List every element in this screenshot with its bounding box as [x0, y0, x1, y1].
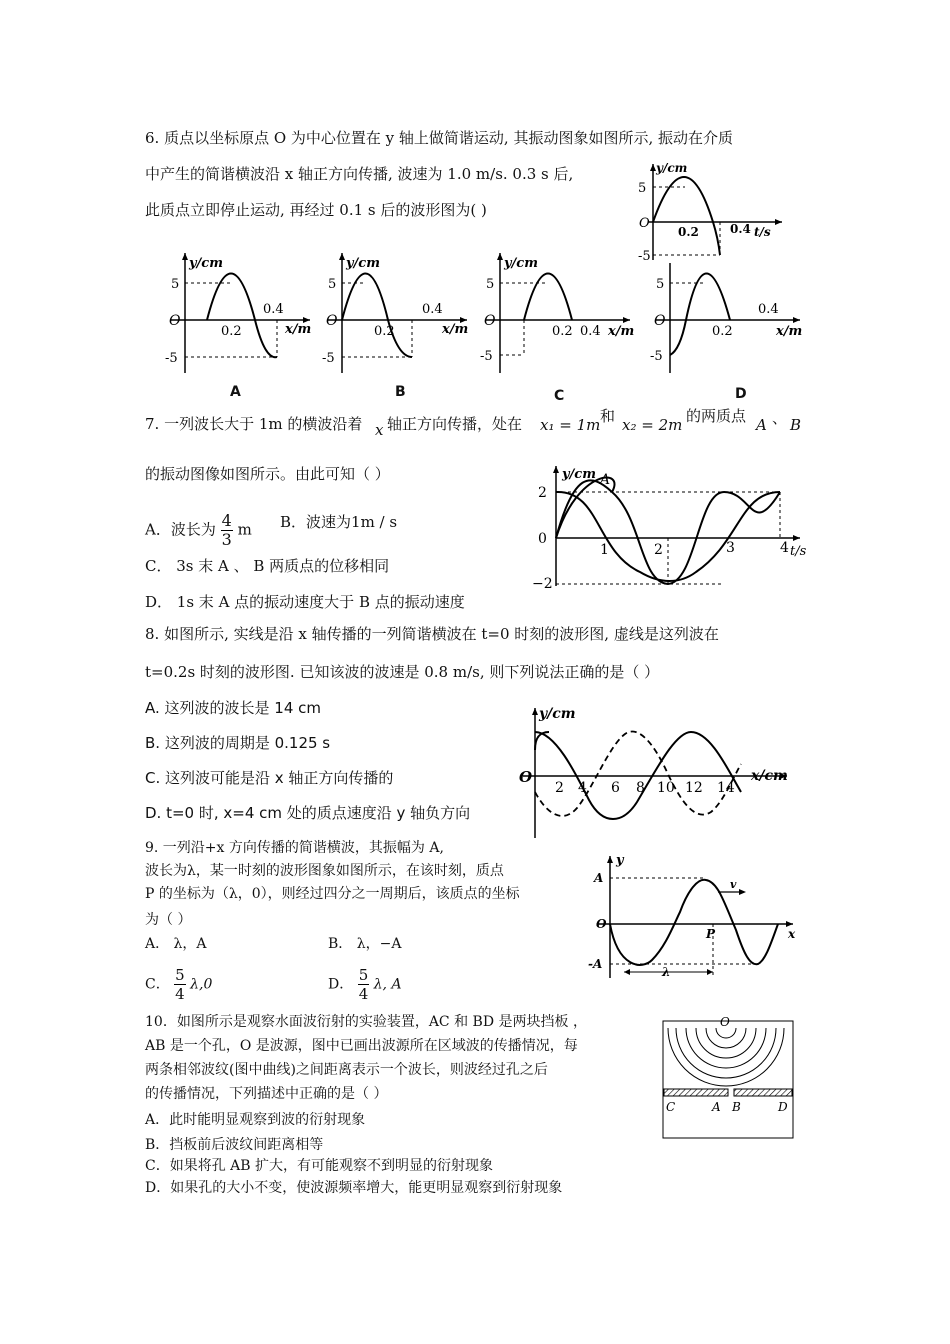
q9-graph-origin: O — [596, 917, 607, 931]
q8-graph-tick-2: 2 — [555, 780, 564, 796]
q6-main-ylabel: y/cm — [656, 161, 688, 175]
q9-line1: 9. 一列沿+x 方向传播的简谐横波，其振幅为 A, — [145, 840, 444, 856]
q8-option-b[interactable]: B. 这列波的周期是 0.125 s — [145, 734, 331, 752]
q6-option-c-graph — [480, 245, 635, 375]
q7-line1a: 7. 一列波长大于 1m 的横波沿着 — [145, 415, 363, 433]
q7-line1c: 的两质点 — [686, 407, 747, 425]
q6-c-xlabel: x/m — [608, 324, 635, 339]
q7-separator: 、 — [772, 409, 788, 427]
q8-option-c[interactable]: C. 这列波可能是沿 x 轴正方向传播的 — [145, 769, 394, 787]
q10-option-a[interactable]: A．此时能明显观察到波的衍射现象 — [145, 1112, 366, 1128]
q9-option-d-prefix: D． — [328, 976, 354, 993]
q10-line1: 10．如图所示是观察水面波衍射的实验装置，AC 和 BD 是两块挡板 ， — [145, 1014, 587, 1030]
q8-graph-ylabel: y/cm — [539, 706, 576, 722]
q9-option-c-prefix: C． — [145, 976, 170, 993]
q6-b-ym5: -5 — [322, 351, 335, 366]
q6-c-ym5: -5 — [480, 349, 493, 364]
q9-option-c-value: λ,0 — [190, 976, 213, 993]
q7-option-a-unit: m — [237, 520, 252, 539]
q10-option-c[interactable]: C．如果将孔 AB 扩大，有可能观察不到明显的衍射现象 — [145, 1158, 494, 1174]
q8-option-a[interactable]: A. 这列波的波长是 14 cm — [145, 699, 322, 717]
q7-option-a[interactable] — [145, 512, 252, 549]
q9-line3: P 的坐标为（λ，0），则经过四分之一周期后，该质点的坐标 — [145, 886, 520, 902]
q7-and: 和 — [600, 407, 616, 425]
q7-graph-origin: 0 — [538, 531, 547, 547]
q6-c-x04: 0.4 — [580, 324, 601, 339]
q10-diagram-a: A — [712, 1100, 721, 1114]
q6-main-origin: O — [639, 216, 650, 231]
q6-c-origin: O — [484, 313, 496, 329]
q6-b-origin: O — [326, 313, 338, 329]
q6-a-y5: 5 — [171, 277, 180, 292]
q7-option-a-numerator: 4 — [221, 511, 232, 530]
q6-main-x04: 0.4 — [730, 222, 751, 236]
q6-option-c-label[interactable]: C — [554, 388, 565, 404]
q7-line2: 的振动图像如图所示。由此可知（ ） — [145, 465, 390, 483]
q9-option-c-denominator: 4 — [175, 985, 185, 1003]
q8-graph-tick-4: 4 — [578, 780, 587, 796]
q9-graph-neg-a: -A — [588, 957, 603, 971]
q7-graph-t2: 2 — [654, 542, 663, 558]
q9-graph-p: P — [706, 927, 716, 941]
q10-option-b[interactable]: B．挡板前后波纹间距离相等 — [145, 1137, 324, 1153]
q6-a-x04: 0.4 — [263, 302, 284, 317]
q6-b-x02: 0.2 — [374, 324, 395, 339]
q9-option-d-denominator: 4 — [358, 985, 369, 1003]
q6-c-x02: 0.2 — [552, 324, 573, 339]
q9-option-d[interactable] — [328, 966, 402, 1003]
q6-option-d-graph — [650, 245, 805, 375]
q6-main-xlabel: t/s — [754, 225, 771, 239]
q9-line2: 波长为λ，某一时刻的波形图象如图所示，在该时刻，质点 — [145, 863, 504, 879]
q7-graph-t3: 3 — [726, 540, 735, 556]
q9-option-a[interactable]: A． λ，A — [145, 936, 207, 952]
q8-option-d[interactable]: D. t=0 时, x=4 cm 处的质点速度沿 y 轴负方向 — [145, 804, 471, 822]
q6-b-ylabel: y/cm — [346, 256, 380, 271]
q9-option-d-numerator: 5 — [358, 966, 369, 984]
q7-graph-ylabel: y/cm — [562, 467, 596, 482]
q7-graph-a: A — [600, 472, 611, 488]
q6-d-xlabel: x/m — [776, 324, 803, 339]
q7-line1b: 轴正方向传播，处在 — [387, 415, 523, 433]
q9-graph-v: v — [730, 878, 737, 891]
q6-a-xlabel: x/m — [285, 322, 312, 337]
q6-a-origin: O — [169, 313, 181, 329]
q7-option-a-denominator: 3 — [221, 530, 232, 549]
q6-option-b-label[interactable]: B — [395, 384, 406, 400]
q8-graph-tick-14: 14 — [717, 780, 735, 796]
q6-line3: 此质点立即停止运动, 再经过 0.1 s 后的波形图为( ) — [145, 201, 487, 219]
q6-option-b-graph — [322, 245, 472, 375]
q9-graph-lambda: λ — [662, 965, 671, 979]
q8-graph-origin: O — [519, 768, 533, 786]
q6-line1: 6. 质点以坐标原点 O 为中心位置在 y 轴上做简谐运动, 其振动图象如图所示, 振动在介质 — [145, 129, 733, 147]
q6-d-ym5: -5 — [650, 349, 663, 364]
q6-d-x04: 0.4 — [758, 302, 779, 317]
q9-line4: 为（ ） — [145, 912, 192, 928]
q10-line2: AB 是一个孔，O 是波源，图中已画出波源所在区域波的传播情况，每 — [145, 1038, 578, 1054]
q9-wave-graph — [588, 850, 808, 982]
q7-vibration-graph — [530, 462, 810, 590]
q6-option-d-label[interactable]: D — [735, 386, 747, 402]
q7-option-c[interactable]: C． 3s 末 A 、 B 两质点的位移相同 — [145, 557, 390, 575]
q7-graph-y2: 2 — [538, 485, 547, 501]
q6-d-x02: 0.2 — [712, 324, 733, 339]
q9-option-c-numerator: 5 — [175, 966, 185, 984]
q6-d-origin: O — [654, 313, 666, 329]
q7-option-b[interactable]: B．波速为1m / s — [280, 513, 398, 531]
q8-wave-graph — [515, 702, 795, 840]
q9-option-d-value: λ, A — [373, 976, 402, 993]
q7-x1: x₁ = 1m — [540, 416, 601, 434]
q7-point-b: B — [790, 416, 802, 434]
q8-line2: t=0.2s 时刻的波形图. 已知该波的波速是 0.8 m/s, 则下列说法正确的是（ ） — [145, 663, 660, 681]
q8-graph-xlabel: x/cm — [751, 768, 788, 784]
q9-graph-xlabel: x — [788, 927, 796, 941]
q8-graph-tick-8: 8 — [636, 780, 645, 796]
q6-b-x04: 0.4 — [422, 302, 443, 317]
q9-option-c[interactable] — [145, 966, 212, 1003]
q6-b-y5: 5 — [328, 277, 337, 292]
q6-c-y5: 5 — [486, 277, 495, 292]
q6-main-y5: 5 — [638, 181, 647, 196]
q7-graph-ym2: −2 — [532, 576, 553, 590]
q7-option-a-prefix: A．波长为 — [145, 520, 216, 539]
q10-diagram-c: C — [666, 1100, 676, 1114]
q9-graph-a: A — [594, 871, 604, 885]
q6-line2: 中产生的简谐横波沿 x 轴正方向传播, 波速为 1.0 m/s. 0.3 s 后, — [145, 165, 574, 183]
q10-diagram-b: B — [732, 1100, 741, 1114]
q7-graph-xlabel: t/s — [790, 544, 807, 559]
q7-x-symbol: x — [375, 421, 384, 439]
q8-line1: 8. 如图所示, 实线是沿 x 轴传播的一列简谐横波在 t=0 时刻的波形图, 虚线是这列波在 — [145, 625, 719, 643]
q6-d-y5: 5 — [656, 277, 665, 292]
q7-x2: x₂ = 2m — [622, 416, 683, 434]
q7-option-d[interactable]: D． 1s 末 A 点的振动速度大于 B 点的振动速度 — [145, 593, 465, 611]
q8-graph-tick-6: 6 — [611, 780, 620, 796]
q6-main-x02: 0.2 — [678, 225, 699, 239]
q10-option-d[interactable]: D．如果孔的大小不变，使波源频率增大，能更明显观察到衍射现象 — [145, 1180, 563, 1196]
q10-line3: 两条相邻波纹(图中曲线)之间距离表示一个波长，则波经过孔之后 — [145, 1062, 548, 1078]
q8-graph-tick-12: 12 — [685, 780, 703, 796]
q6-c-ylabel: y/cm — [504, 256, 538, 271]
q10-diagram-d: D — [778, 1100, 788, 1114]
q7-graph-t1: 1 — [600, 542, 609, 558]
q6-b-xlabel: x/m — [442, 322, 469, 337]
q9-graph-ylabel: y — [616, 853, 624, 868]
q6-a-ym5: -5 — [165, 351, 178, 366]
q6-main-ym5: -5 — [638, 249, 651, 264]
q6-a-x02: 0.2 — [221, 324, 242, 339]
q7-graph-t4: 4 — [780, 540, 789, 556]
q6-option-a-label[interactable]: A — [230, 384, 241, 400]
q10-diagram-o: O — [720, 1016, 730, 1029]
q8-graph-tick-10: 10 — [657, 780, 675, 796]
q7-point-a: A — [756, 416, 767, 434]
q10-diffraction-diagram — [662, 1016, 794, 1140]
q9-option-b[interactable]: B． λ，−A — [328, 936, 402, 952]
q6-a-ylabel: y/cm — [189, 256, 223, 271]
q6-option-a-graph — [165, 245, 315, 375]
q10-line4: 的传播情况，下列描述中正确的是（ ） — [145, 1086, 388, 1102]
